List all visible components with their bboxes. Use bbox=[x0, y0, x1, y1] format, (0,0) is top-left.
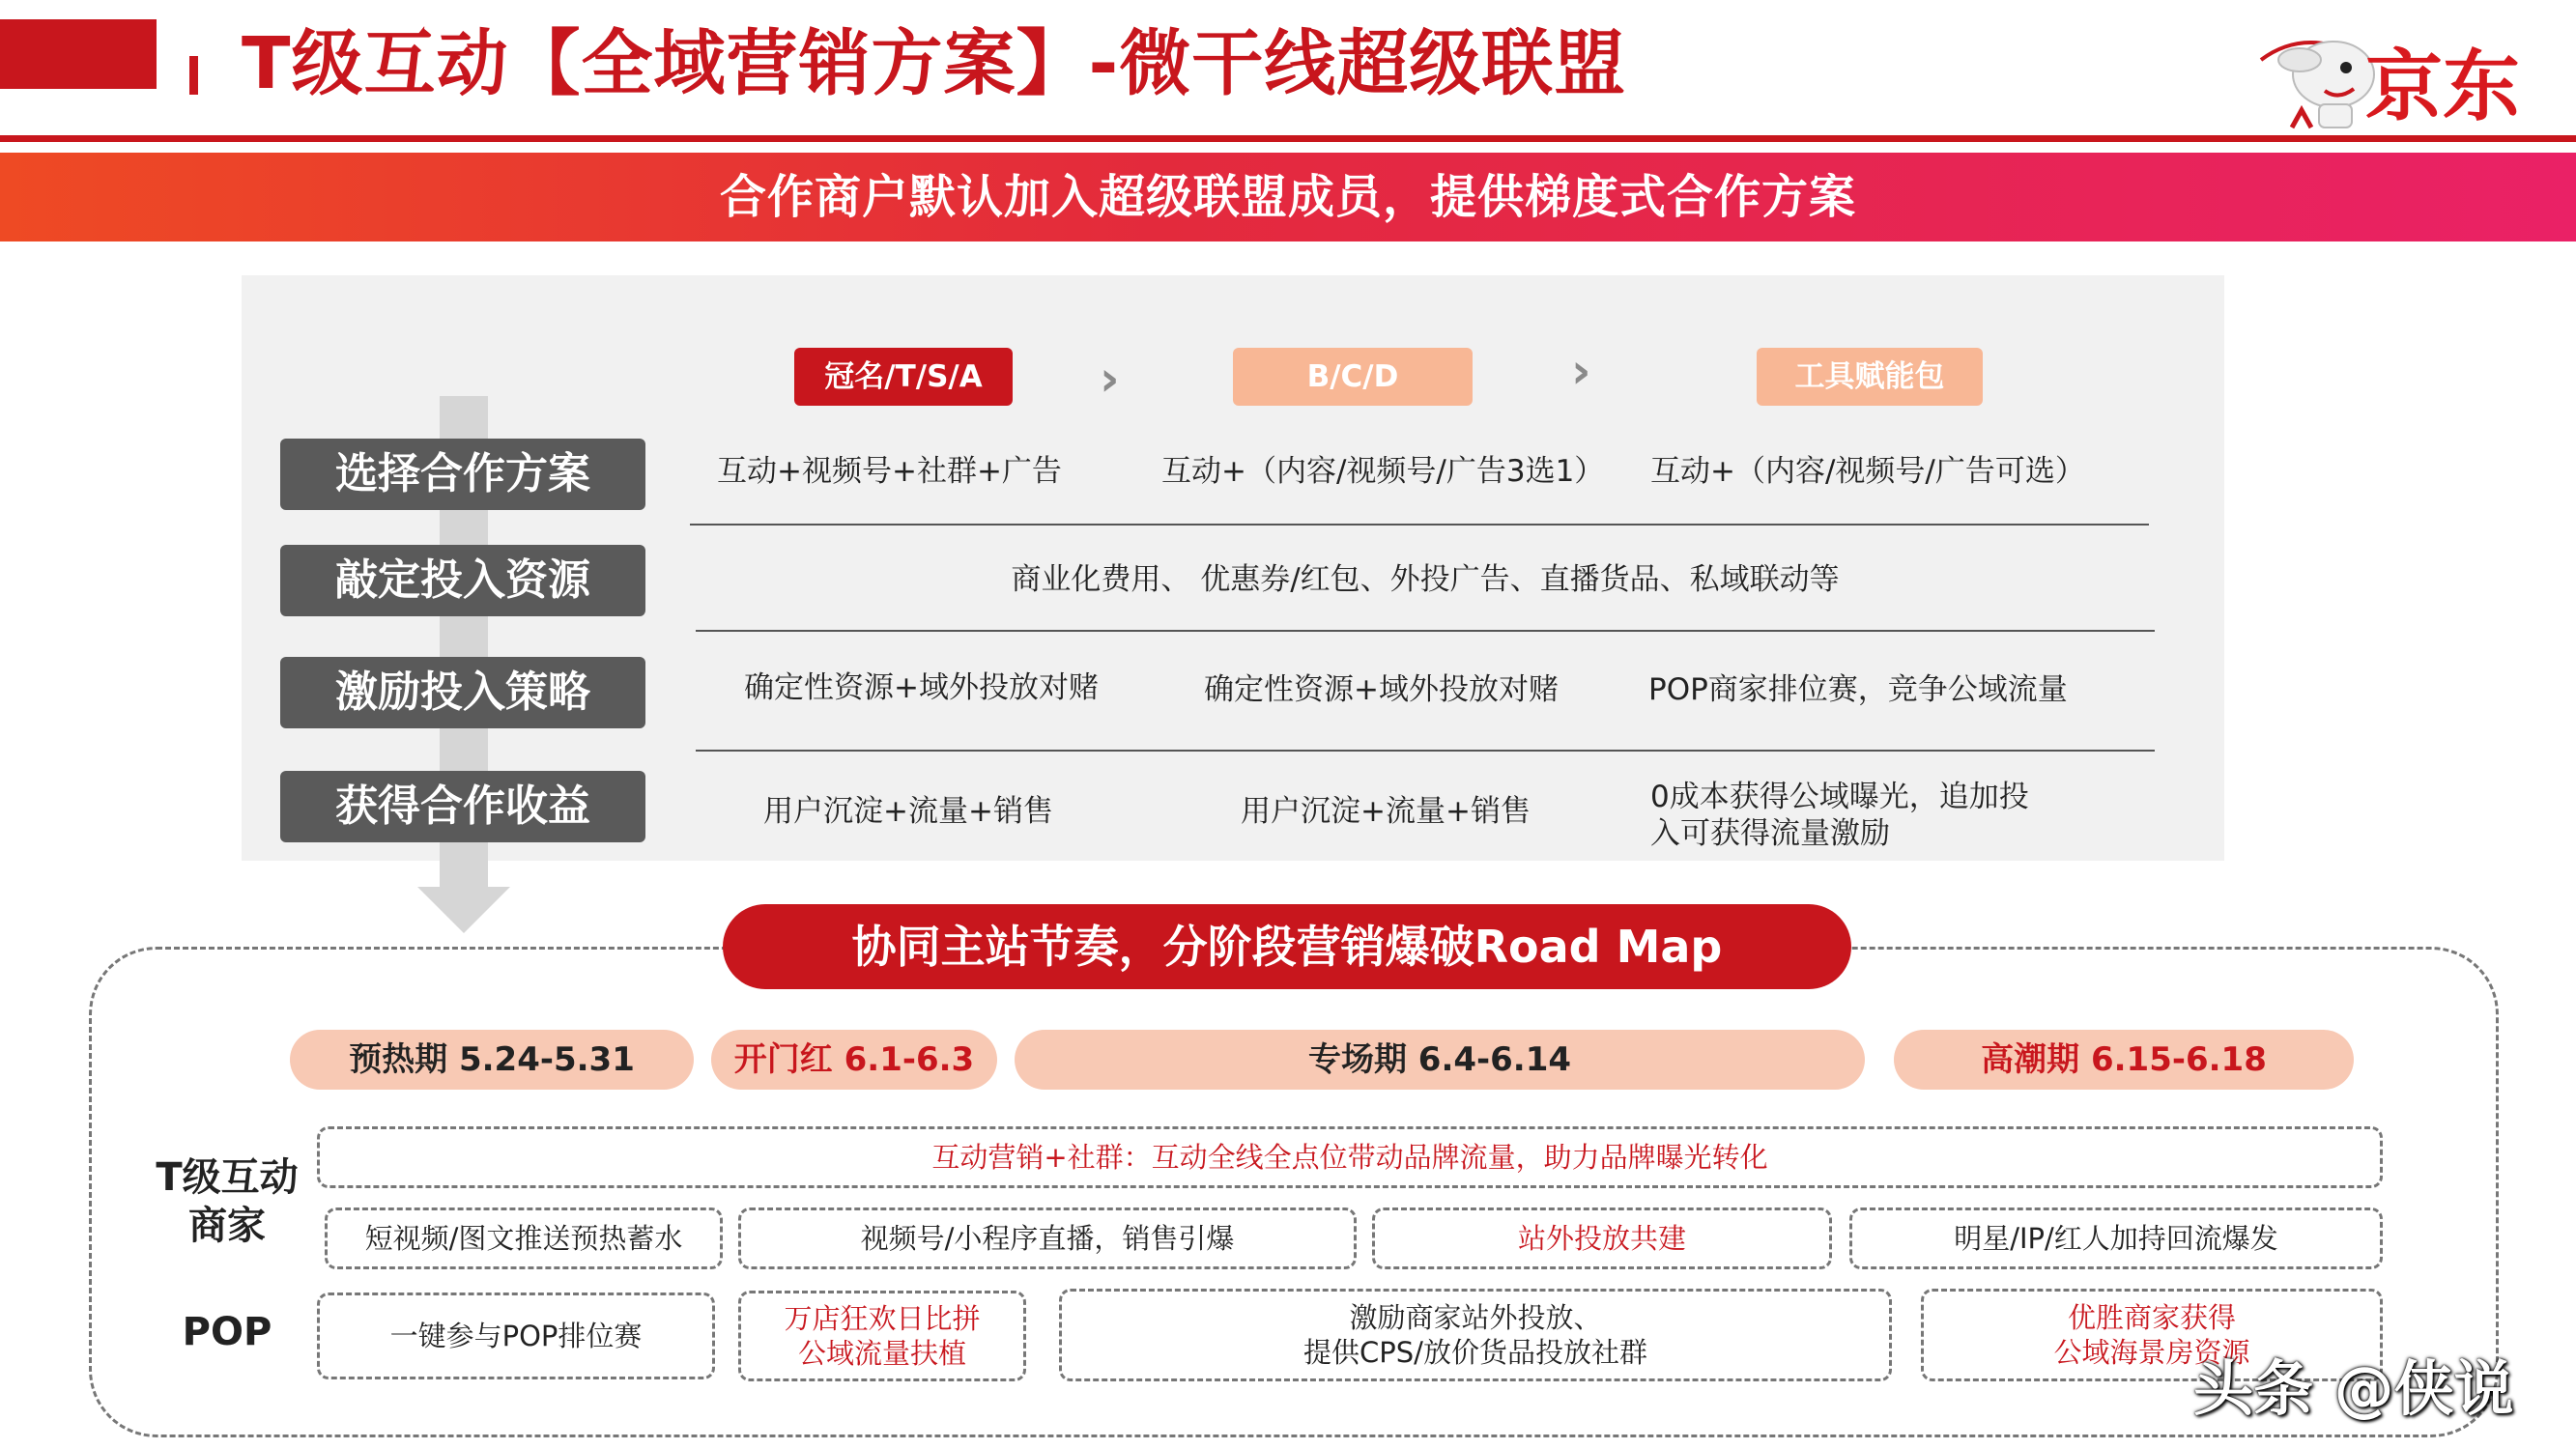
tier-pill-premium: 冠名/T/S/A bbox=[794, 348, 1013, 406]
subtitle-banner-text: 合作商户默认加入超级联盟成员，提供梯度式合作方案 bbox=[719, 170, 1856, 224]
row-label-incentive: 激励投入策略 bbox=[280, 657, 645, 728]
roadmap-title: 协同主站节奏，分阶段营销爆破Road Map bbox=[723, 904, 1851, 989]
row3-cell-premium: 确定性资源+域外投放对赌 bbox=[744, 670, 1099, 705]
row-divider bbox=[696, 750, 2155, 752]
pop-box-incentive: 激励商家站外投放、 提供CPS/放价货品投放社群 bbox=[1059, 1289, 1892, 1381]
pop-label: POP bbox=[182, 1310, 272, 1354]
flow-arrow-down-icon bbox=[417, 887, 510, 933]
tier-pill-tools: 工具赋能包 bbox=[1757, 348, 1983, 406]
watermark-text: 头条 @侠说 bbox=[2193, 1353, 2514, 1424]
phase-opening: 开门红 6.1-6.3 bbox=[711, 1030, 997, 1090]
row4-cell-tools: 0成本获得公域曝光，追加投 入可获得流量激励 bbox=[1650, 780, 2029, 851]
phase-warmup: 预热期 5.24-5.31 bbox=[290, 1030, 694, 1090]
t-merchant-full-row: 互动营销+社群：互动全线全点位带动品牌流量，助力品牌曝光转化 bbox=[317, 1126, 2383, 1188]
title-tick-mark bbox=[189, 56, 198, 95]
t-box-live: 视频号/小程序直播，销售引爆 bbox=[738, 1208, 1357, 1269]
t-box-offsite: 站外投放共建 bbox=[1372, 1208, 1832, 1269]
t-box-warmup: 短视频/图文推送预热蓄水 bbox=[325, 1208, 723, 1269]
row-label-choose-plan: 选择合作方案 bbox=[280, 439, 645, 510]
tier-pill-standard: B/C/D bbox=[1233, 348, 1473, 406]
row1-cell-standard: 互动+（内容/视频号/广告3选1） bbox=[1161, 454, 1605, 489]
row4-cell-premium: 用户沉淀+流量+销售 bbox=[763, 794, 1053, 829]
row3-cell-tools: POP商家排位赛，竞争公域流量 bbox=[1648, 672, 2068, 707]
row-label-resources: 敲定投入资源 bbox=[280, 545, 645, 616]
t-box-celebrity: 明星/IP/红人加持回流爆发 bbox=[1849, 1208, 2383, 1269]
row1-cell-premium: 互动+视频号+社群+广告 bbox=[717, 454, 1062, 489]
pop-box-carnival: 万店狂欢日比拼 公域流量扶植 bbox=[738, 1291, 1026, 1381]
row3-cell-standard: 确定性资源+域外投放对赌 bbox=[1204, 672, 1559, 707]
pop-box-winner: 优胜商家获得 公域海景房资源 bbox=[1921, 1289, 2383, 1381]
row-divider bbox=[696, 630, 2155, 632]
phase-special: 专场期 6.4-6.14 bbox=[1015, 1030, 1865, 1090]
t-merchant-label: T级互动 商家 bbox=[156, 1155, 299, 1248]
page-title: T级互动【全域营销方案】-微干线超级联盟 bbox=[242, 22, 1627, 105]
header-accent-block bbox=[0, 19, 157, 89]
row-label-benefits: 获得合作收益 bbox=[280, 771, 645, 842]
header-rule bbox=[0, 135, 2576, 142]
phase-climax: 高潮期 6.15-6.18 bbox=[1894, 1030, 2354, 1090]
row1-cell-tools: 互动+（内容/视频号/广告可选） bbox=[1650, 454, 2085, 489]
chevron-right-icon: › bbox=[1571, 343, 1591, 399]
jd-brand-text: 京东 bbox=[2365, 42, 2520, 131]
row4-cell-standard: 用户沉淀+流量+销售 bbox=[1241, 794, 1531, 829]
row-divider bbox=[690, 524, 2149, 526]
pop-box-ranking: 一键参与POP排位赛 bbox=[317, 1293, 715, 1379]
row2-resources-text: 商业化费用、 优惠券/红包、外投广告、直播货品、私域联动等 bbox=[1011, 562, 1840, 597]
chevron-right-icon: › bbox=[1100, 351, 1120, 407]
